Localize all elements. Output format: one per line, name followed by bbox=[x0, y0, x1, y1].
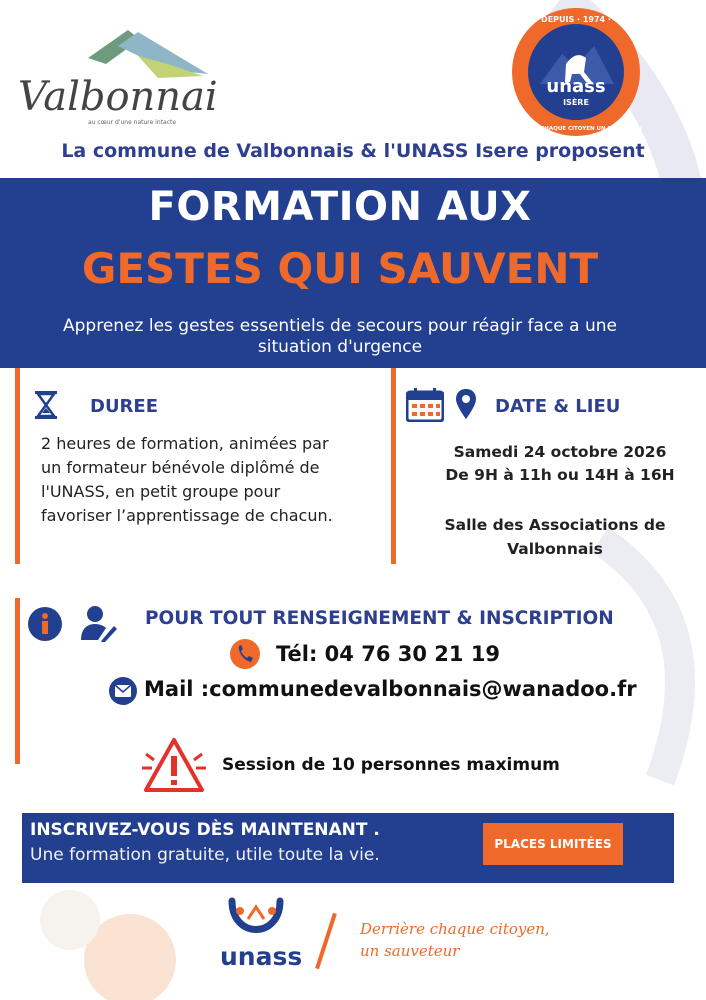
contact-title: POUR TOUT RENSEIGNEMENT & INSCRIPTION bbox=[145, 608, 614, 629]
location-pin-icon bbox=[455, 388, 477, 420]
warning-icon bbox=[140, 734, 208, 796]
cta-subtext: Une formation gratuite, utile toute la vie. bbox=[30, 845, 380, 865]
phone-number[interactable]: Tél: 04 76 30 21 19 bbox=[276, 642, 501, 666]
cta-banner bbox=[22, 813, 674, 883]
banner-subtitle: Apprenez les gestes essentiels de secours pour réagir face a une situation d'urgence bbox=[63, 316, 617, 357]
title-banner bbox=[0, 178, 706, 368]
places-limitees-button[interactable]: PLACES LIMITÉES bbox=[483, 823, 623, 865]
hourglass-icon bbox=[34, 390, 58, 420]
duree-body: 2 heures de formation, animées par un formateur bénévole diplômé de l'UNASS, en petit groupe pour favoriser l’apprentissage de chacun. bbox=[41, 434, 333, 525]
duree-title: DUREE bbox=[90, 396, 159, 417]
footer-slogan bbox=[360, 918, 550, 962]
date-lieu-title: DATE & LIEU bbox=[495, 396, 621, 417]
calendar-icon bbox=[406, 388, 444, 422]
svg-text:DEPUIS · 1974 ·: DEPUIS · 1974 · bbox=[541, 15, 611, 24]
unass-isere-badge bbox=[510, 6, 642, 138]
user-edit-icon bbox=[80, 604, 118, 642]
intro-text: La commune de Valbonnais & l'UNASS Isere proposent bbox=[61, 140, 645, 162]
footer-slogan-line1: Derrière chaque citoyen, bbox=[360, 920, 550, 938]
contact-accent-bar bbox=[15, 598, 20, 764]
place-line: Salle des Associations de Valbonnais bbox=[444, 516, 666, 558]
valbonnais-logo bbox=[18, 18, 218, 128]
duree-accent-bar bbox=[15, 368, 20, 564]
session-limit: Session de 10 personnes maximum bbox=[222, 755, 560, 775]
email-address[interactable]: Mail :communedevalbonnais@wanadoo.fr bbox=[144, 677, 637, 701]
svg-text:Valbonnais: Valbonnais bbox=[18, 74, 218, 120]
banner-title-line2: GESTES QUI SAUVENT bbox=[81, 244, 599, 293]
hours-line: De 9H à 11h ou 14H à 16H bbox=[445, 466, 675, 484]
mail-icon bbox=[108, 676, 138, 706]
date-line: Samedi 24 octobre 2026 bbox=[453, 443, 667, 461]
footer-slogan-line2: un sauveteur bbox=[360, 942, 460, 960]
svg-text:au cœur d'une nature intacte: au cœur d'une nature intacte bbox=[88, 119, 177, 126]
banner-title-line1: FORMATION AUX bbox=[148, 184, 532, 230]
svg-text:ISÈRE: ISÈRE bbox=[563, 98, 589, 107]
footer-unass-word: unass bbox=[220, 942, 303, 971]
svg-text:unass: unass bbox=[546, 76, 606, 97]
phone-icon bbox=[229, 638, 261, 670]
date-accent-bar bbox=[391, 368, 396, 564]
footer-separator bbox=[315, 913, 337, 969]
svg-text:DERRIÈRE CHAQUE CITOYEN UN SAU: DERRIÈRE CHAQUE CITOYEN UN SAUVETEUR bbox=[510, 126, 642, 132]
cta-heading: INSCRIVEZ-VOUS DÈS MAINTENANT . bbox=[30, 820, 380, 840]
info-icon bbox=[27, 606, 63, 642]
